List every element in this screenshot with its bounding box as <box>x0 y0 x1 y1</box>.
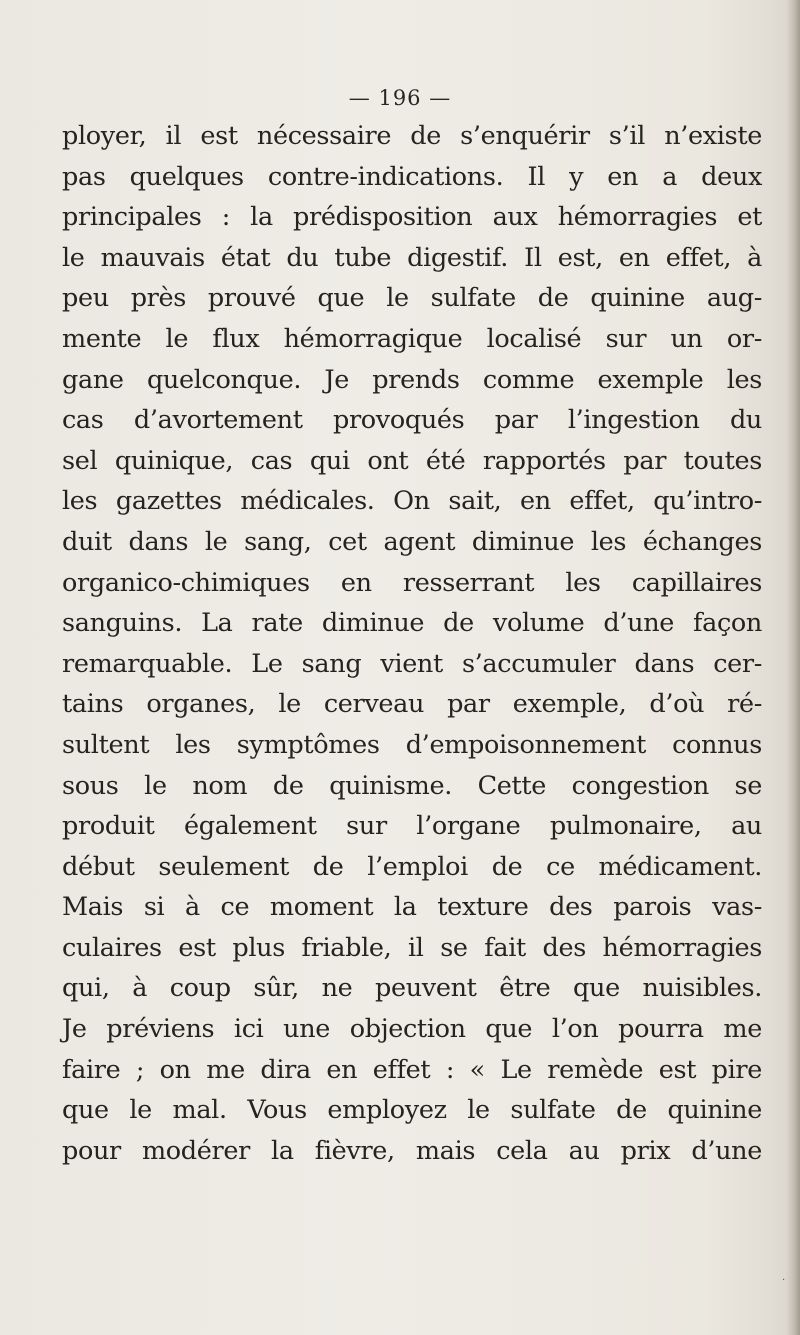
text-line: mente le flux hémorragique localisé sur un or- <box>62 323 762 354</box>
text-line: culaires est plus friable, il se fait des hémorragies <box>62 932 762 963</box>
text-line: faire ; on me dira en effet : « Le remède est pire <box>62 1054 762 1085</box>
text-line: sous le nom de quinisme. Cette congestion se <box>62 770 762 801</box>
text-line: début seulement de l’emploi de ce médicament. <box>62 851 762 882</box>
text-line: Mais si à ce moment la texture des parois vas- <box>62 892 762 923</box>
page-number: — 196 — <box>348 86 452 110</box>
text-line: gane quelconque. Je prends comme exemple les <box>62 364 762 395</box>
text-line: principales : la prédisposition aux hémorragies et <box>62 202 762 233</box>
text-line: qui, à coup sûr, ne peuvent être que nuisibles. <box>62 973 762 1004</box>
text-line: duit dans le sang, cet agent diminue les échanges <box>62 526 762 557</box>
text-line: Je préviens ici une objection que l’on pourra me <box>62 1014 762 1045</box>
text-line: remarquable. Le sang vient s’accumuler dans cer- <box>62 648 762 679</box>
body-text <box>62 116 762 1171</box>
text-line: sanguins. La rate diminue de volume d’une façon <box>62 608 762 639</box>
text-line: le mauvais état du tube digestif. Il est, en effet, à <box>62 242 762 273</box>
text-line: organico-chimiques en resserrant les capillaires <box>62 567 762 598</box>
text-line: sultent les symptômes d’empoisonnement connus <box>62 729 762 760</box>
text-line: les gazettes médicales. On sait, en effet, qu’intro- <box>62 486 762 517</box>
page-binding-shadow <box>786 0 800 1335</box>
text-line: pour modérer la fièvre, mais cela au prix d’une <box>62 1135 762 1166</box>
text-line: peu près prouvé que le sulfate de quinine aug- <box>62 283 762 314</box>
text-line: produit également sur l’organe pulmonaire, au <box>62 811 762 842</box>
text-line: cas d’avortement provoqués par l’ingestion du <box>62 405 762 436</box>
text-line: que le mal. Vous employez le sulfate de quinine <box>62 1095 762 1126</box>
text-line: ployer, il est nécessaire de s’enquérir s’il n’existe <box>62 121 762 151</box>
text-line: sel quinique, cas qui ont été rapportés par toutes <box>62 445 762 476</box>
text-line: tains organes, le cerveau par exemple, d’où ré- <box>62 689 762 720</box>
text-line: pas quelques contre-indications. Il y en a deux <box>62 161 762 192</box>
page-mark: . <box>782 1272 786 1283</box>
